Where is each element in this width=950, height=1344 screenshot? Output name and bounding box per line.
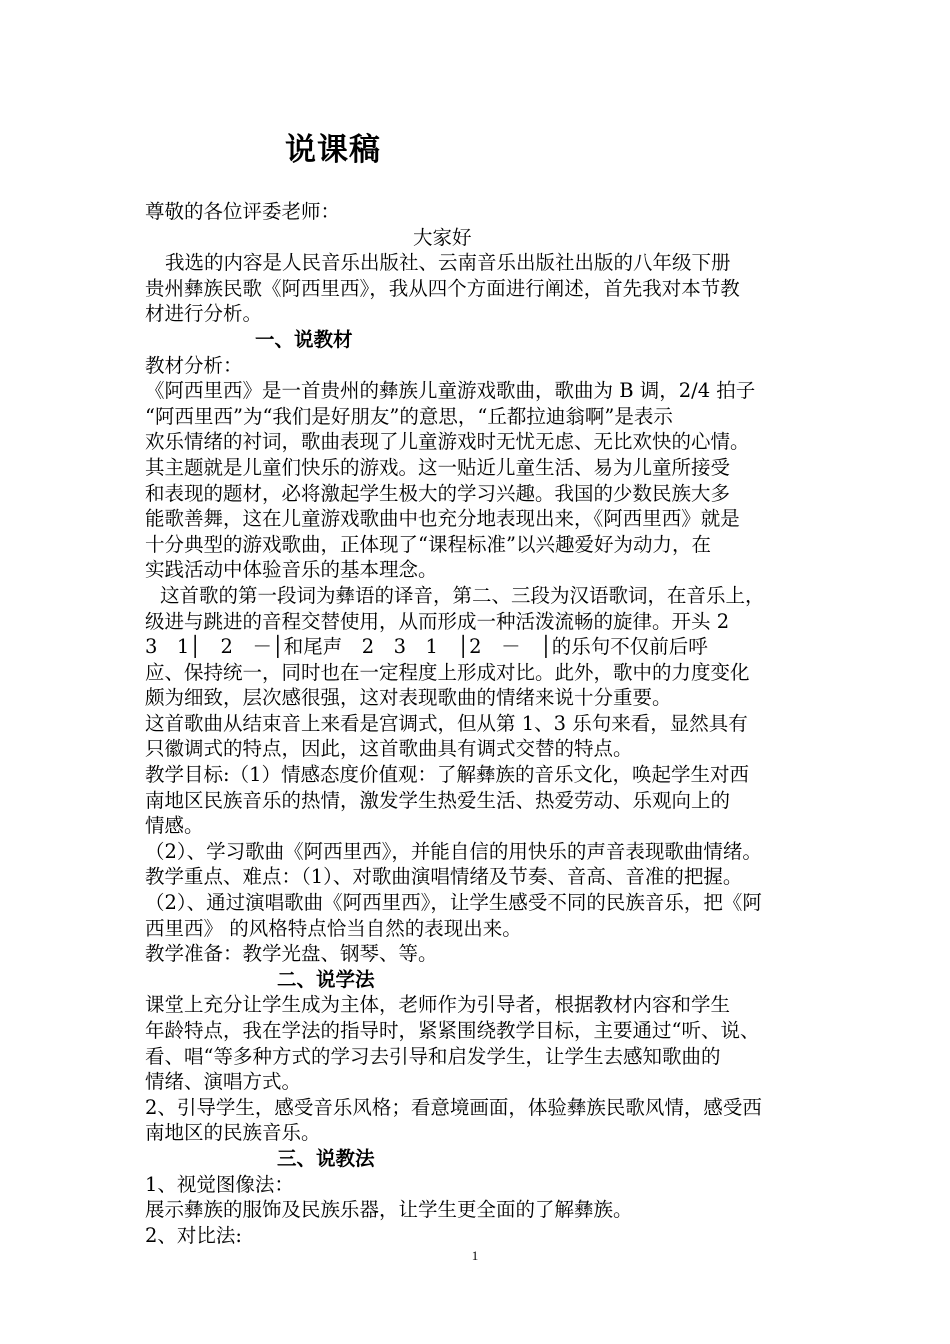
analysis-line: 《阿西里西》是一首贵州的彝族儿童游戏歌曲，歌曲为 B 调，2/4 拍子	[145, 379, 756, 403]
section-heading-teaching: 三、说教法	[277, 1146, 375, 1170]
learning-line: 2、引导学生，感受音乐风格；看意境画面，体验彝族民歌风情，感受西	[145, 1095, 762, 1119]
teaching-line: 2、对比法:	[145, 1223, 242, 1247]
analysis-label: 教材分析：	[145, 353, 243, 377]
goal-line: 南地区民族音乐的热情，激发学生热爱生活、热爱劳动、乐观向上的	[145, 788, 731, 812]
intro-line: 我选的内容是人民音乐出版社、云南音乐出版社出版的八年级下册	[165, 251, 731, 275]
learning-line: 看、唱“等多种方式的学习去引导和启发学生，让学生去感知歌曲的	[145, 1044, 721, 1068]
page-number: 1	[471, 1248, 479, 1263]
analysis-line: 能歌善舞，这在儿童游戏歌曲中也充分地表现出来，《阿西里西》就是	[145, 507, 740, 531]
learning-line: 课堂上充分让学生成为主体，老师作为引导者，根据教材内容和学生	[145, 993, 731, 1017]
analysis-line: “阿西里西”为“我们是好朋友”的意思，“丘都拉迪翁啊”是表示	[145, 404, 673, 428]
goal-line: 教学目标:（1）情感态度价值观：了解彝族的音乐文化，唤起学生对西	[145, 763, 749, 787]
section-heading-learning: 二、说学法	[277, 967, 375, 991]
analysis-line: 欢乐情绪的衬词，歌曲表现了儿童游戏时无忧无虑、无比欢快的心情。	[145, 430, 750, 454]
document-body	[145, 199, 813, 1248]
analysis-line: 和表现的题材，必将激起学生极大的学习兴趣。我国的少数民族大多	[145, 481, 731, 505]
analysis-line: 实践活动中体验音乐的基本理念。	[145, 558, 438, 582]
document-title: 说课稿	[285, 132, 381, 168]
melody-line: 应、保持统一，同时也在一定程度上形成对比。此外，歌中的力度变化	[145, 660, 750, 684]
key-point-line: （2）、通过演唱歌曲《阿西里西》，让学生感受不同的民族音乐，把《阿	[145, 891, 762, 915]
preparation-line: 教学准备：教学光盘、钢琴、等。	[145, 942, 438, 966]
analysis-line: 十分典型的游戏歌曲，正体现了“课程标准”以兴趣爱好为动力，在	[145, 532, 711, 556]
learning-line: 南地区的民族音乐。	[145, 1121, 321, 1145]
greeting-line: 大家好	[413, 225, 472, 249]
intro-line: 贵州彝族民歌《阿西里西》，我从四个方面进行阐述，首先我对本节教	[145, 276, 740, 300]
melody-line: 这首歌的第一段词为彝语的译音，第二、三段为汉语歌词，在音乐上，	[160, 583, 765, 607]
intro-line: 材进行分析。	[145, 302, 263, 326]
melody-line: 这首歌曲从结束音上来看是宫调式，但从第 1、3 乐句来看，显然具有	[145, 711, 748, 735]
melody-line: 颇为细致，层次感很强，这对表现歌曲的情绪来说十分重要。	[145, 686, 672, 710]
teaching-line: 1、视觉图像法：	[145, 1172, 294, 1196]
melody-line: 级进与跳进的音程交替使用，从而形成一种活泼流畅的旋律。开头 2	[145, 609, 730, 633]
learning-line: 情绪、演唱方式。	[145, 1070, 302, 1094]
melody-notation-line: 3 1│ 2 －│和尾声 2 3 1 │2 － │的乐句不仅前后呼	[145, 635, 708, 659]
salutation-line: 尊敬的各位评委老师：	[145, 200, 341, 223]
teaching-line: 展示彝族的服饰及民族乐器，让学生更全面的了解彝族。	[145, 1198, 633, 1222]
section-heading-textbook: 一、说教材	[255, 327, 353, 351]
learning-line: 年龄特点，我在学法的指导时，紧紧围绕教学目标，主要通过“听、说、	[145, 1019, 760, 1042]
melody-line: 只徽调式的特点，因此，这首歌曲具有调式交替的特点。	[145, 737, 633, 761]
key-point-line: 教学重点、难点：（1）、对歌曲演唱情绪及节奏、音高、音准的把握。	[145, 865, 743, 889]
analysis-line: 其主题就是儿童们快乐的游戏。这一贴近儿童生活、易为儿童所接受	[145, 455, 731, 479]
key-point-line: 西里西》 的风格特点恰当自然的表现出来。	[145, 916, 522, 940]
goal-line: 情感。	[145, 814, 204, 838]
goal-line: （2）、学习歌曲《阿西里西》，并能自信的用快乐的声音表现歌曲情绪。	[145, 839, 762, 863]
